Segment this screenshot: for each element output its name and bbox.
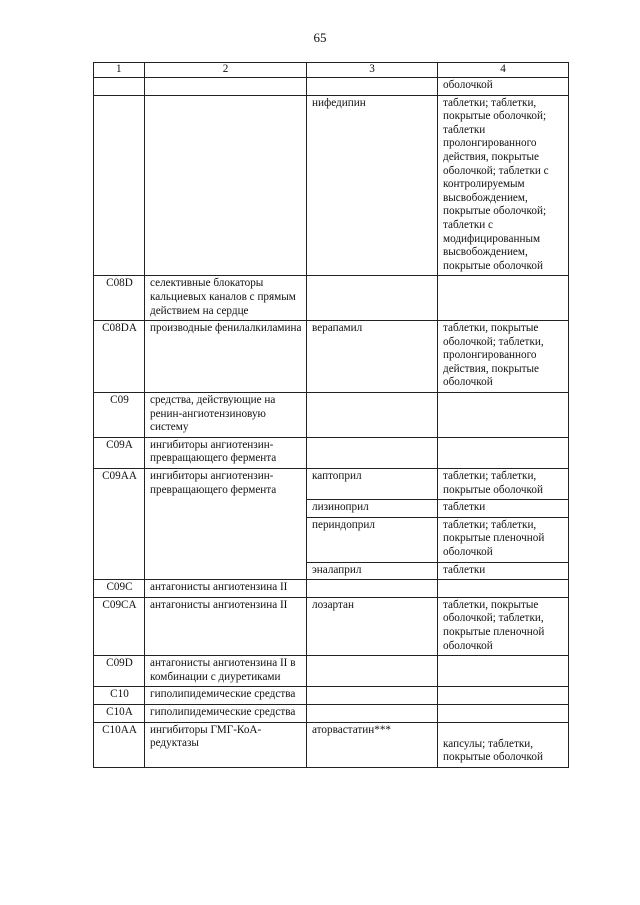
atc-code-cell: C09CA — [94, 597, 145, 655]
table-row — [94, 321, 569, 393]
dosage-forms-cell — [438, 580, 569, 598]
drug-name-cell: лозартан — [307, 597, 438, 655]
drug-name-cell: периндоприл — [307, 517, 438, 562]
atc-code-cell — [94, 95, 145, 276]
group-name-cell: ингибиторы ГМГ-КоА-редуктазы — [145, 722, 307, 767]
drug-name-cell: лизиноприл — [307, 500, 438, 518]
table-row — [94, 687, 569, 705]
dosage-forms-cell — [438, 437, 569, 468]
drug-name-cell — [307, 580, 438, 598]
dosage-forms-cell — [438, 393, 569, 438]
dosage-forms-cell: таблетки; таблетки, покрытые пленочной оболочкой — [438, 517, 569, 562]
dosage-forms-cell — [438, 704, 569, 722]
drug-name-cell — [307, 276, 438, 321]
page-number: 65 — [313, 30, 327, 45]
dosage-forms-cell: капсулы; таблетки, покрытые оболочкой — [438, 722, 569, 767]
atc-code-cell: C10 — [94, 687, 145, 705]
table-row — [94, 437, 569, 468]
group-name-cell: антагонисты ангиотензина II — [145, 597, 307, 655]
atc-code-cell: C09D — [94, 656, 145, 687]
atc-code-cell: C10A — [94, 704, 145, 722]
dosage-forms-cell: таблетки; таблетки, покрытые оболочкой; таблетки пролонгированного действия, покрытые оболочкой; таблетки с контролируемым высвобождением, покрытые оболочкой; таблетки с модифицированным высвобождением, покрытые оболочкой — [438, 95, 569, 276]
group-name-cell: ингибиторы ангиотензин-превращающего фермента — [145, 469, 307, 580]
dosage-forms-cell: таблетки — [438, 562, 569, 580]
atc-code-cell: C09AA — [94, 469, 145, 580]
drug-name-cell — [307, 656, 438, 687]
dosage-forms-cell — [438, 276, 569, 321]
drug-name-cell — [307, 78, 438, 96]
header-cell-3: 3 — [307, 63, 438, 78]
medication-table — [93, 62, 569, 768]
dosage-forms-cell: таблетки — [438, 500, 569, 518]
header-cell-2: 2 — [145, 63, 307, 78]
drug-name-cell: нифедипин — [307, 95, 438, 276]
atc-code-cell: C09 — [94, 393, 145, 438]
group-name-cell — [145, 95, 307, 276]
group-name-cell — [145, 78, 307, 96]
drug-name-cell: верапамил — [307, 321, 438, 393]
group-name-cell: селективные блокаторы кальциевых каналов с прямым действием на сердце — [145, 276, 307, 321]
table-row — [94, 78, 569, 96]
table-header-row — [94, 63, 569, 78]
group-name-cell: антагонисты ангиотензина II в комбинации с диуретиками — [145, 656, 307, 687]
table-row — [94, 704, 569, 722]
dosage-forms-cell — [438, 656, 569, 687]
dosage-forms-cell: таблетки, покрытые оболочкой; таблетки, пролонгированного действия, покрытые оболочкой — [438, 321, 569, 393]
table-row — [94, 95, 569, 276]
atc-code-cell: C08DA — [94, 321, 145, 393]
drug-name-cell — [307, 393, 438, 438]
dosage-forms-cell: оболочкой — [438, 78, 569, 96]
table-row — [94, 393, 569, 438]
table-row — [94, 276, 569, 321]
atc-code-cell: C08D — [94, 276, 145, 321]
drug-name-cell — [307, 687, 438, 705]
atc-code-cell: C09C — [94, 580, 145, 598]
header-cell-1: 1 — [94, 63, 145, 78]
group-name-cell: ингибиторы ангиотензин-превращающего фермента — [145, 437, 307, 468]
drug-name-cell: эналаприл — [307, 562, 438, 580]
atc-code-cell — [94, 78, 145, 96]
dosage-forms-cell — [438, 687, 569, 705]
group-name-cell: гиполипидемические средства — [145, 687, 307, 705]
header-cell-4: 4 — [438, 63, 569, 78]
table-row — [94, 656, 569, 687]
group-name-cell: средства, действующие на ренин-ангиотензиновую систему — [145, 393, 307, 438]
atc-code-cell: C10AA — [94, 722, 145, 767]
group-name-cell: антагонисты ангиотензина II — [145, 580, 307, 598]
atc-code-cell: C09A — [94, 437, 145, 468]
table-row — [94, 580, 569, 598]
drug-name-cell: каптоприл — [307, 469, 438, 500]
group-name-cell: гиполипидемические средства — [145, 704, 307, 722]
table-row — [94, 469, 569, 500]
drug-name-cell — [307, 437, 438, 468]
table-row — [94, 722, 569, 767]
dosage-forms-cell: таблетки; таблетки, покрытые оболочкой — [438, 469, 569, 500]
table-row — [94, 597, 569, 655]
drug-name-cell: аторвастатин*** — [307, 722, 438, 767]
dosage-forms-cell: таблетки, покрытые оболочкой; таблетки, покрытые пленочной оболочкой — [438, 597, 569, 655]
drug-name-cell — [307, 704, 438, 722]
group-name-cell: производные фенилалкиламина — [145, 321, 307, 393]
